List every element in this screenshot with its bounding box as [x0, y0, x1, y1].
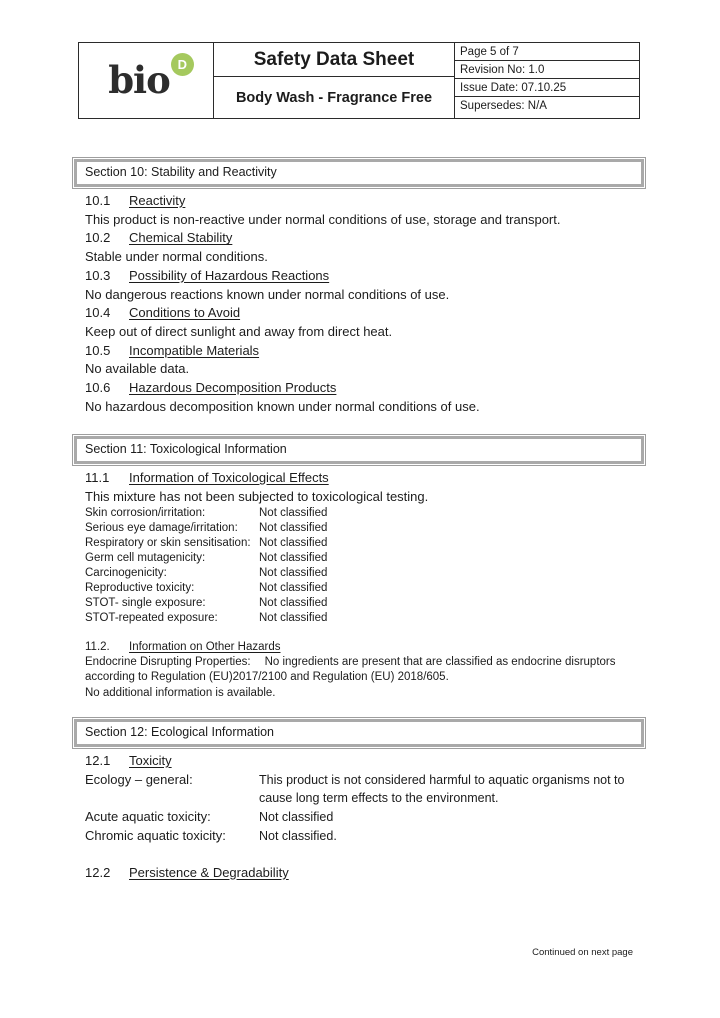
heading-title: Incompatible Materials	[129, 342, 260, 358]
section-12-content	[85, 752, 642, 882]
row-value: Not classified	[259, 810, 334, 825]
section-11-bar	[72, 434, 646, 466]
heading-title: Reactivity	[129, 193, 186, 208]
supersedes: Supersedes: N/A	[460, 100, 547, 112]
heading-11-2	[85, 640, 642, 655]
heading-10-6	[85, 379, 642, 398]
paragraph: No additional information is available.	[85, 686, 276, 699]
row-value: Not classified	[259, 507, 328, 520]
spacer	[85, 846, 642, 864]
table-row	[85, 596, 642, 611]
heading-title: Possibility of Hazardous Reactions	[129, 267, 330, 283]
heading-12-1	[85, 752, 642, 771]
heading-num: 11.1	[85, 470, 110, 485]
section-12-bar	[72, 717, 646, 749]
section-11-content	[85, 469, 642, 701]
endocrine-label: Endocrine Disrupting Properties:	[85, 656, 251, 669]
heading-title: Persistence & Degradability	[129, 864, 289, 880]
heading-title: Conditions to Avoid	[129, 305, 241, 321]
row-value: Not classified	[259, 552, 328, 565]
header-table	[78, 42, 640, 119]
heading-num: 12.2	[85, 864, 111, 880]
row-value: Not classified.	[259, 828, 337, 843]
paragraph: Keep out of direct sunlight and away from direct heat.	[85, 323, 393, 339]
table-row	[85, 771, 642, 808]
spacer	[85, 626, 642, 640]
paragraph: This product is non-reactive under normal conditions of use, storage and transport.	[85, 211, 561, 227]
heading-num: 10.2	[85, 230, 111, 246]
bio-d-logo	[108, 57, 187, 102]
title-cell	[214, 43, 455, 118]
heading-title: Toxicity	[129, 753, 172, 768]
heading-num: 11.2.	[85, 640, 110, 653]
table-row	[85, 551, 642, 566]
heading-num: 10.4	[85, 305, 111, 321]
row-label: Respiratory or skin sensitisation:	[85, 537, 251, 550]
table-row	[85, 581, 642, 596]
row-value: Not classified	[259, 537, 328, 550]
table-row	[85, 611, 642, 626]
heading-10-4	[85, 304, 642, 323]
heading-num: 10.5	[85, 342, 111, 358]
section-10-title: Section 10: Stability and Reactivity	[77, 162, 641, 184]
logo-text: bio	[108, 58, 170, 102]
row-label: Skin corrosion/irritation:	[85, 507, 206, 520]
section-12-title: Section 12: Ecological Information	[77, 722, 641, 744]
heading-title: Hazardous Decomposition Products	[129, 380, 337, 396]
row-label: STOT- single exposure:	[85, 596, 206, 609]
paragraph: No dangerous reactions known under normal conditions of use.	[85, 286, 450, 302]
heading-num: 10.6	[85, 380, 111, 396]
row-label: Reproductive toxicity:	[85, 581, 195, 594]
row-label: Acute aquatic toxicity:	[85, 809, 211, 825]
heading-title: Information of Toxicological Effects	[129, 470, 329, 485]
table-row	[85, 536, 642, 551]
row-value: Not classified	[259, 581, 328, 594]
paragraph: This mixture has not been subjected to toxicological testing.	[85, 488, 429, 504]
paragraph: No available data.	[85, 361, 190, 377]
heading-11-1	[85, 469, 642, 488]
paragraph: No hazardous decomposition known under normal conditions of use.	[85, 398, 480, 414]
table-row	[85, 827, 642, 846]
document-title: Safety Data Sheet	[214, 43, 454, 77]
table-row	[85, 521, 642, 536]
revision-no: Revision No: 1.0	[455, 61, 639, 79]
row-label: Germ cell mutagenicity:	[85, 552, 206, 565]
row-label: Chromic aquatic toxicity:	[85, 827, 226, 843]
section-10-bar-frame	[74, 159, 644, 187]
section-10-bar	[72, 157, 646, 189]
continued-note: Continued on next page	[532, 947, 633, 958]
row-value: Not classified	[259, 596, 328, 609]
heading-num: 10.3	[85, 267, 111, 283]
table-row	[85, 808, 642, 827]
row-label: STOT-repeated exposure:	[85, 611, 218, 624]
meta-cell	[455, 43, 639, 118]
heading-10-1	[85, 192, 642, 211]
paragraph: Stable under normal conditions.	[85, 249, 268, 265]
heading-10-2	[85, 229, 642, 248]
endocrine-text: No ingredients are present that are classified as endocrine disruptors according to Regulation (EU)2017/2100 and Regulation (EU) 2018/605.	[85, 656, 616, 684]
toxicology-table	[85, 506, 642, 625]
row-label: Ecology – general:	[85, 771, 193, 787]
heading-title: Chemical Stability	[129, 230, 233, 246]
logo-d-badge: D	[171, 53, 194, 76]
section-11-bar-frame	[74, 436, 644, 464]
row-value: Not classified	[259, 611, 328, 624]
row-value: Not classified	[259, 567, 328, 580]
section-12-bar-frame	[74, 719, 644, 747]
endocrine-paragraph	[85, 655, 642, 686]
logo-cell	[79, 43, 214, 118]
table-row	[85, 566, 642, 581]
section-10-content	[85, 192, 642, 416]
heading-12-2	[85, 864, 642, 883]
issue-date: Issue Date: 07.10.25	[455, 79, 639, 97]
heading-10-3	[85, 267, 642, 286]
row-label: Serious eye damage/irritation:	[85, 522, 238, 535]
product-name: Body Wash - Fragrance Free	[235, 89, 433, 106]
heading-10-5	[85, 342, 642, 361]
row-label: Carcinogenicity:	[85, 567, 167, 580]
section-11-title: Section 11: Toxicological Information	[77, 439, 641, 461]
heading-title: Information on Other Hazards	[129, 640, 281, 653]
row-value: This product is not considered harmful to aquatic organisms not to cause long term effects to the environment.	[259, 772, 625, 806]
row-value: Not classified	[259, 522, 328, 535]
heading-num: 12.1	[85, 753, 111, 768]
page-number: Page 5 of 7	[455, 43, 639, 61]
heading-num: 10.1	[85, 193, 111, 208]
table-row	[85, 506, 642, 521]
